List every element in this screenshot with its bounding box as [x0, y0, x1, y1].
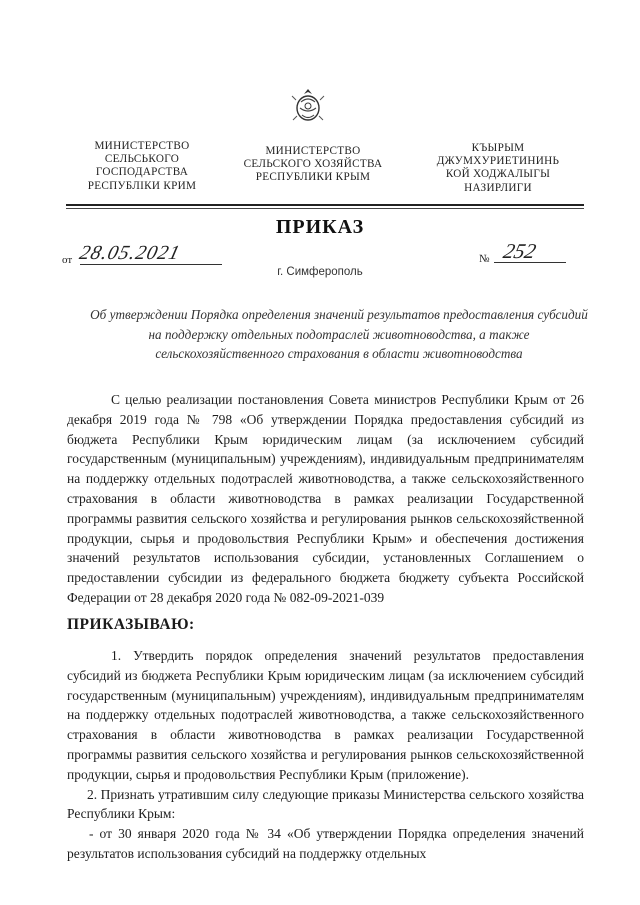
order-subject: Об утверждении Порядка определения значений результатов предоставления субсидий на поддержку отдельных подотраслей животноводства, а также сельскохозяйственного страхования в области животноводства — [90, 307, 588, 361]
ministry-name-crimean-tatar: КЪЫРЫМ ДЖУМХУРИЕТИНИНЬ КОЙ ХОДЖАЛЫГЫ НАЗИРЛИГИ — [436, 142, 560, 194]
order-item-2-subitem: - от 30 января 2020 года № 34 «Об утверждении Порядка определения значений результатов использования субсидий на поддержку отдельных — [67, 826, 584, 861]
order-item-2: 2. Признать утратившим силу следующие приказы Министерства сельского хозяйства Республики Крым: — [67, 786, 584, 822]
coat-of-arms-emblem — [288, 86, 328, 126]
city-name: г. Симферополь — [277, 266, 363, 278]
order-item-1: 1. Утвердить порядок определения значений результатов предоставления субсидий из бюджета Республики Крым юридическим лицам (за исключением субсидий государственным (муниципальным) учреждениям), индивидуальным предпринимателям на поддержку отдельных подотраслей животноводства, а также сельскохозяйственного страхования в области животноводства в рамках реализации Государственной программы развития сельского хозяйства и регулирования рынков сельскохозяйственной продукции, сырья и продовольствия Республики Крым (приложение). — [67, 648, 584, 782]
order-heading: ПРИКАЗЫВАЮ: — [67, 616, 195, 633]
ministry-name-russian: МИНИСТЕРСТВО СЕЛЬСКОГО ХОЗЯЙСТВА РЕСПУБЛИКИ КРЫМ — [243, 145, 383, 184]
order-date: 28.05.2021 — [80, 242, 222, 265]
date-label: от — [62, 254, 73, 266]
ministry-name-ukrainian: МИНИСТЕРСТВО СЕЛЬСЬКОГО ГОСПОДАРСТВА РЕСПУБЛІКИ КРИМ — [87, 140, 197, 192]
number-label: № — [479, 253, 490, 265]
order-items — [67, 646, 584, 864]
header-divider-thin — [66, 208, 584, 209]
header-divider-thick — [66, 204, 584, 206]
order-number: 252 — [494, 240, 566, 263]
document-title: ПРИКАЗ — [275, 216, 365, 238]
preamble-paragraph: С целью реализации постановления Совета министров Республики Крым от 26 декабря 2019 года № 798 «Об утверждении Порядка предоставления субсидий из бюджета Республики Крым юридическим лицам (за исключением субсидий государственным (муниципальным) учреждениям), индивидуальным предпринимателям на поддержку отдельных подотраслей животноводства, а также сельскохозяйственного страхования в области животноводства в рамках реализации Государственной программы развития сельского хозяйства и регулирования рынков сельскохозяйственной продукции, сырья и продовольствия Республики Крым» и обеспечения достижения значений результатов использования субсидии, установленных Соглашением о предоставлении субсидии из федерального бюджета бюджету субъекта Российской Федерации от 28 декабря 2020 года № 082-09-2021-039 — [67, 392, 584, 605]
